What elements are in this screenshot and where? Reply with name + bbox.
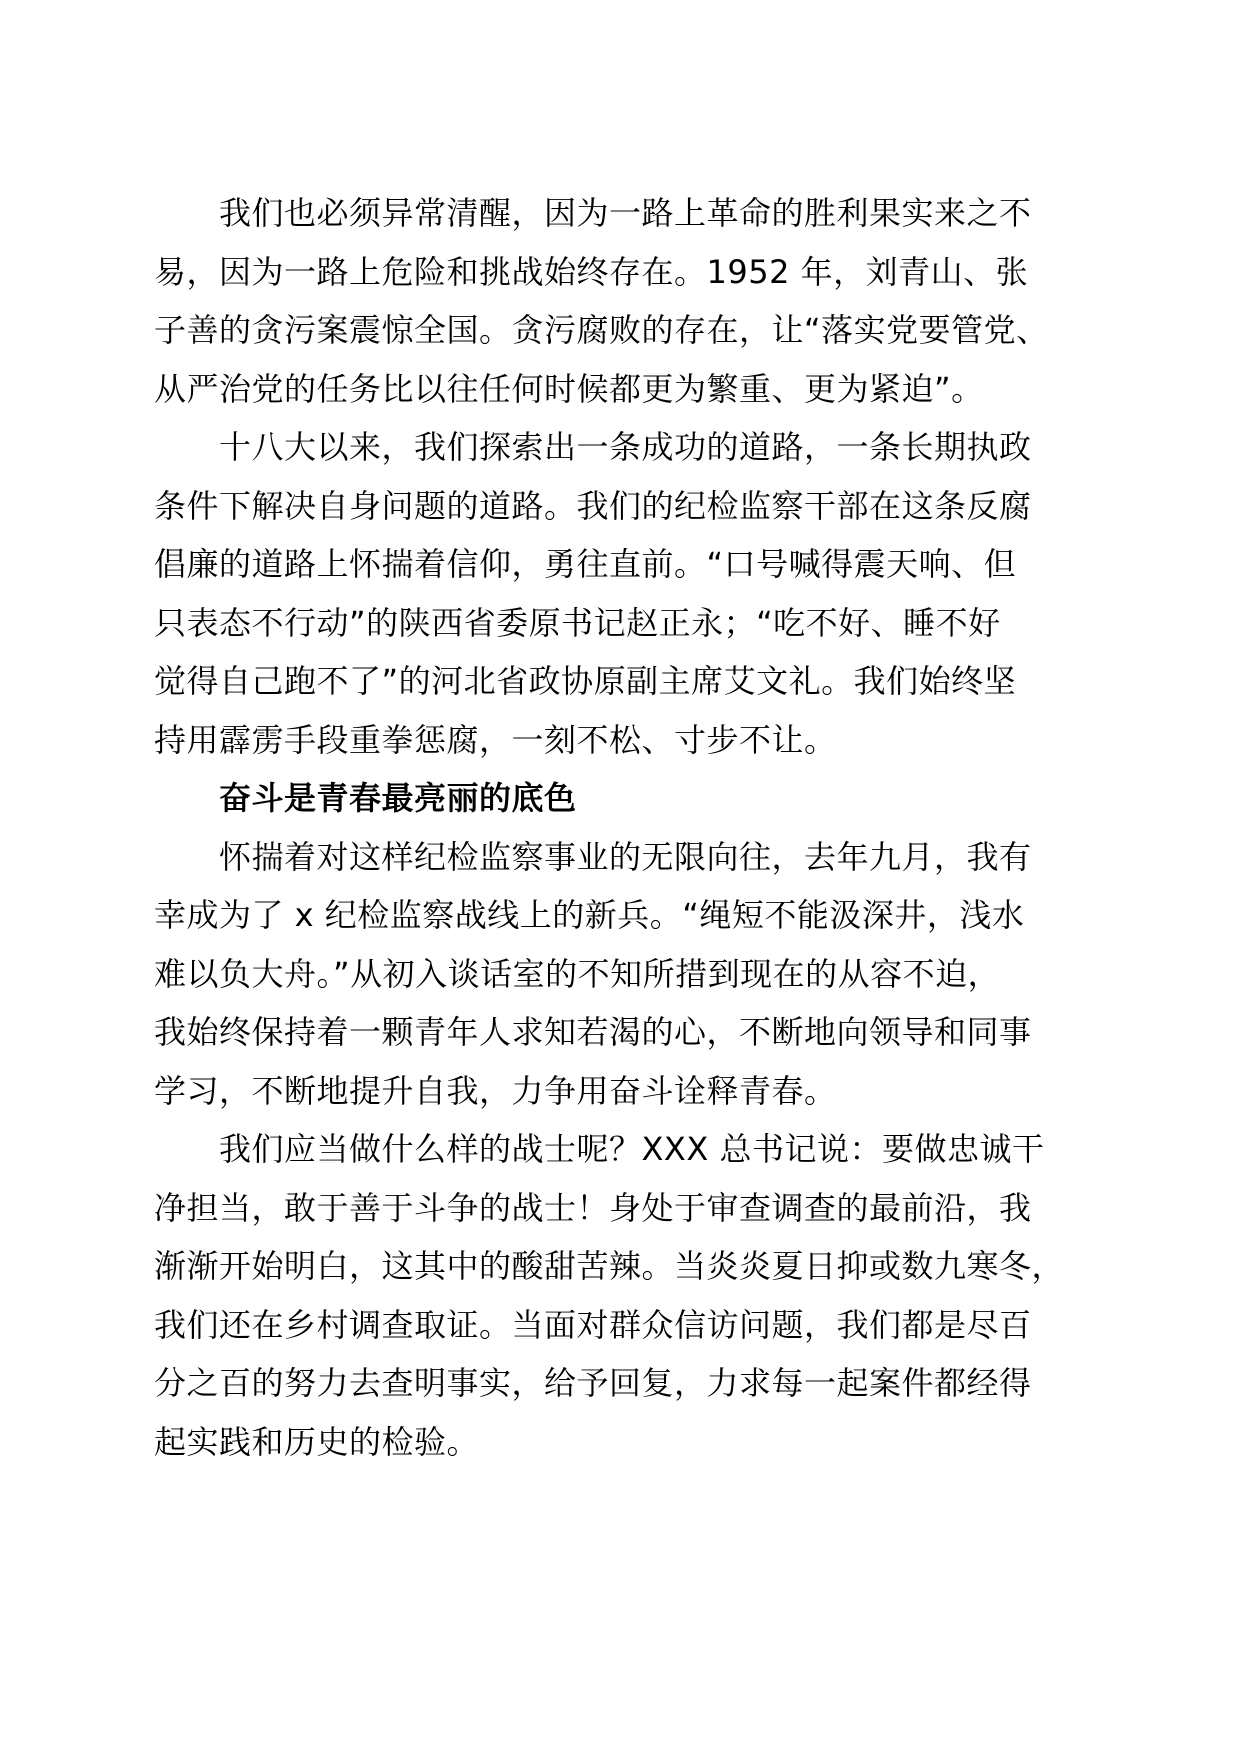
paragraph-line: 难以负大舟。”从初入谈话室的不知所措到现在的从容不迫， [154, 954, 1001, 993]
paragraph-line: 倡廉的道路上怀揣着信仰，勇往直前。“口号喊得震天响、但 [154, 545, 1017, 583]
document-body [154, 184, 1094, 1471]
paragraph-line: 我们应当做什么样的战士呢？XXX 总书记说：要做忠诚干 [219, 1130, 1045, 1168]
paragraph-line: 只表态不行动”的陕西省委原书记赵正永；“吃不好、睡不好 [154, 603, 1001, 642]
paragraph-line: 分之百的努力去查明事实，给予回复，力求每一起案件都经得 [154, 1364, 1032, 1402]
paragraph-line: 我始终保持着一颗青年人求知若渴的心，不断地向领导和同事 [154, 1013, 1032, 1051]
paragraph-line: 幸成为了 x 纪检监察战线上的新兵。“绳短不能汲深井，浅水 [154, 896, 1025, 934]
paragraph-line: 从严治党的任务比以往任何时候都更为繁重、更为紧迫”。 [154, 369, 984, 408]
paragraph-line: 十八大以来，我们探索出一条成功的道路，一条长期执政 [219, 428, 1032, 466]
paragraph-line: 易，因为一路上危险和挑战始终存在。1952 年，刘青山、张 [154, 252, 1029, 291]
paragraph-line: 净担当，敢于善于斗争的战士！身处于审查调查的最前沿，我 [154, 1188, 1032, 1227]
paragraph-line: 觉得自己跑不了”的河北省政协原副主席艾文礼。我们始终坚 [154, 662, 1017, 700]
paragraph-line: 子善的贪污案震惊全国。贪污腐败的存在，让“落实党要管党、 [154, 311, 1049, 349]
section-heading: 奋斗是青春最亮丽的底色 [219, 779, 577, 817]
paragraph-line: 渐渐开始明白，这其中的酸甜苦辣。当炎炎夏日抑或数九寒冬， [154, 1247, 1065, 1285]
paragraph-line: 怀揣着对这样纪检监察事业的无限向往，去年九月，我有 [219, 837, 1032, 876]
paragraph-line: 持用霹雳手段重拳惩腐，一刻不松、寸步不让。 [154, 720, 837, 759]
paragraph-line: 条件下解决自身问题的道路。我们的纪检监察干部在这条反腐 [154, 486, 1032, 525]
paragraph-line: 学习，不断地提升自我，力争用奋斗诠释青春。 [154, 1071, 837, 1110]
paragraph-line: 我们还在乡村调查取证。当面对群众信访问题，我们都是尽百 [154, 1305, 1032, 1344]
paragraph-line: 起实践和历史的检验。 [154, 1422, 480, 1461]
paragraph-line: 我们也必须异常清醒，因为一路上革命的胜利果实来之不 [219, 194, 1032, 232]
